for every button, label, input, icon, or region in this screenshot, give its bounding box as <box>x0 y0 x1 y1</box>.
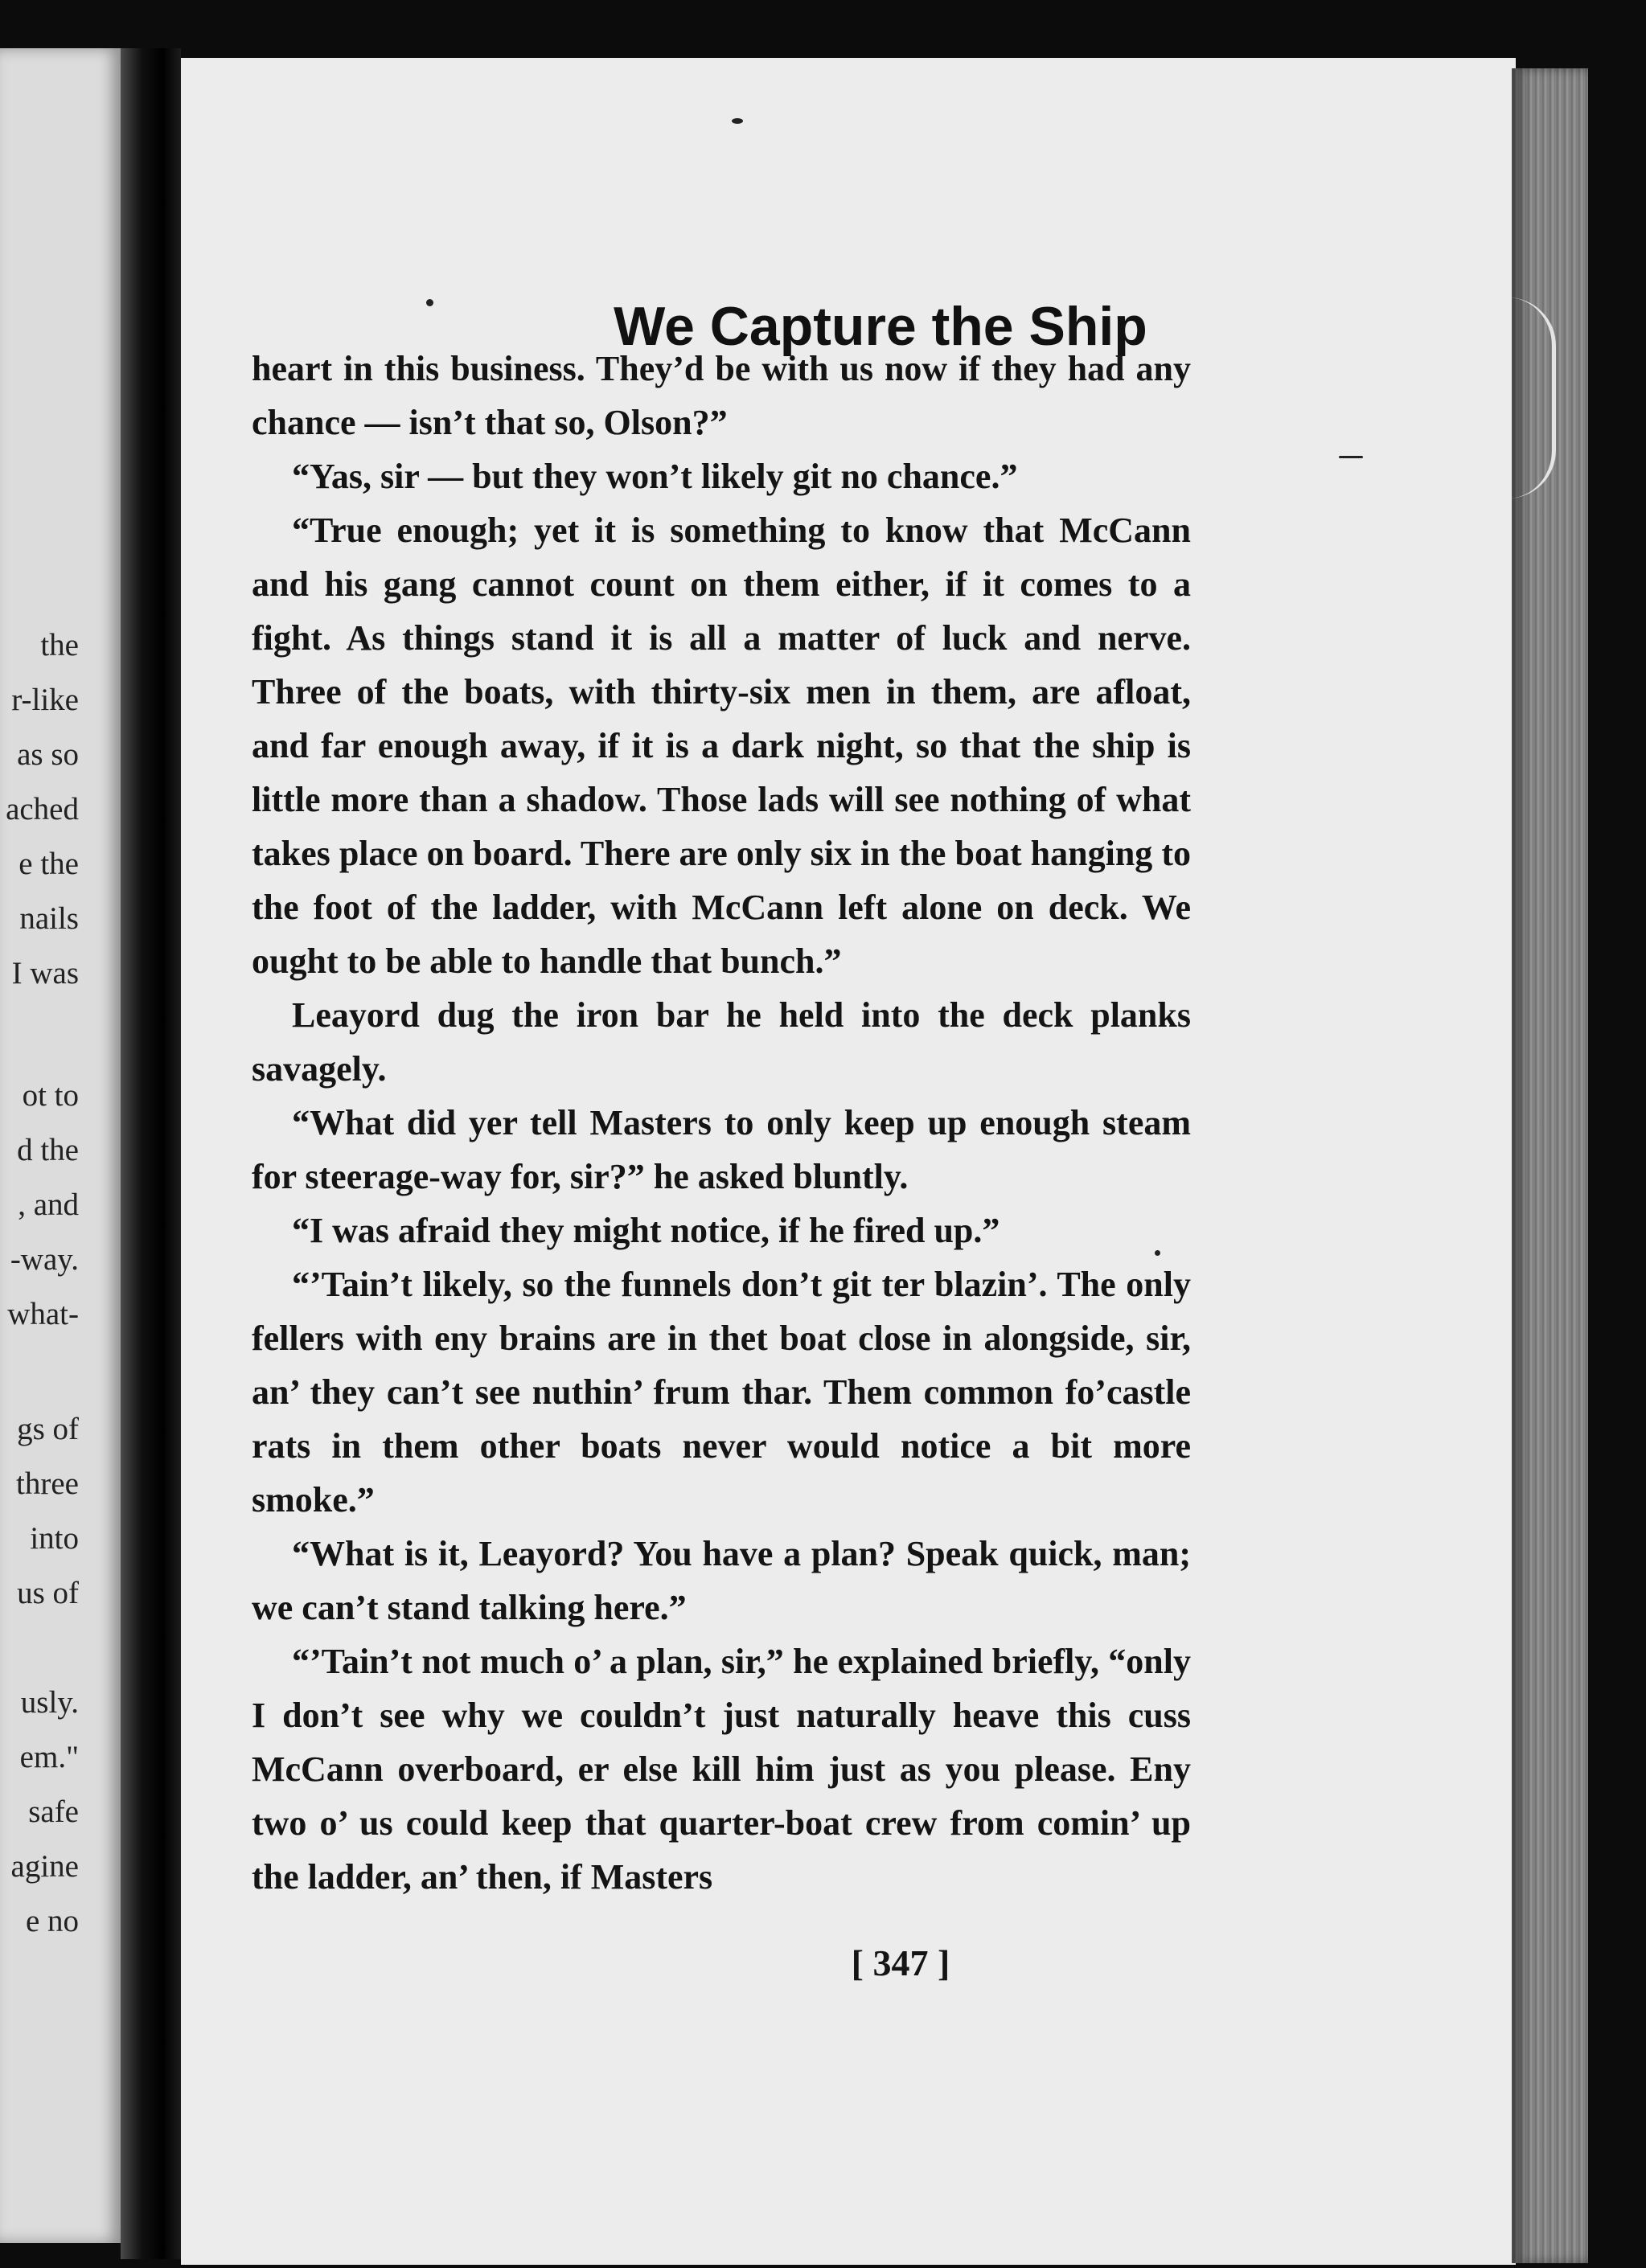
left-page-fragment: gs of <box>17 1412 79 1446</box>
left-page-fragment: ached <box>6 792 79 826</box>
left-page-fragment: agine <box>10 1849 79 1884</box>
left-page-fragment: into <box>30 1521 79 1556</box>
left-page-fragment: d the <box>17 1133 79 1167</box>
ink-speck <box>426 299 433 306</box>
running-head: We Capture the Ship <box>614 296 1147 357</box>
left-page-fragment: -way. <box>10 1242 79 1277</box>
paragraph: “True enough; yet it is something to know that McCann and his gang cannot count on them either, if it comes to a fight. As things stand it is all a matter of luck and nerve. Three of the boats, with thirty-six men in them, are afloat, and far enough away, if it is a dark night, so that the ship is little more than a shadow. Those lads will see nothing of what takes place on board. There are only six in the boat hanging to the foot of the ladder, with McCann left alone on deck. We ought to be able to handle that bunch.” <box>252 511 1191 981</box>
paragraph: heart in this business. They’d be with us now if they had any chance — isn’t that so, Olson?” <box>252 349 1191 442</box>
page-edge-highlight <box>1480 297 1556 498</box>
left-page-fragment: what- <box>7 1297 79 1331</box>
paragraph: Leayord dug the iron bar he held into the deck planks savagely. <box>252 995 1191 1089</box>
left-page-fragment: I was <box>11 956 79 990</box>
left-page-fragment: three <box>16 1466 79 1501</box>
left-page-fragment: us of <box>17 1576 79 1610</box>
page-number: [ 347 ] <box>851 1942 950 1983</box>
paragraph: “What did yer tell Masters to only keep up enough steam for steerage-way for, sir?” he asked bluntly. <box>252 1103 1191 1196</box>
paragraph: “What is it, Leayord? You have a plan? Speak quick, man; we can’t stand talking here.” <box>252 1534 1191 1627</box>
paragraph: “’Tain’t likely, so the funnels don’t git ter blazin’. The only fellers with eny brains are in thet boat close in alongside, sir, an’ they can’t see nuthin’ frum thar. Them common fo’castle rats in them other boats never would notice a bit more smoke.” <box>252 1265 1191 1520</box>
paragraph: “’Tain’t not much o’ a plan, sir,” he explained briefly, “only I don’t see why we couldn’t just naturally heave this cuss McCann overboard, er else kill him just as you please. Eny two o’ us could keep that quarter-boat crew from comin’ up the ladder, an’ then, if Masters <box>252 1642 1191 1897</box>
paragraph: “Yas, sir — but they won’t likely git no chance.” <box>292 457 1018 496</box>
left-facing-page <box>0 48 121 2243</box>
left-page-fragment: , and <box>18 1187 79 1222</box>
left-page-fragment: em." <box>19 1740 79 1774</box>
body-text <box>252 342 1191 1904</box>
ink-speck <box>732 118 743 124</box>
paragraph: “I was afraid they might notice, if he fired up.” <box>292 1211 1000 1250</box>
left-page-fragment: usly. <box>20 1685 79 1720</box>
left-page-fragment: ot to <box>22 1078 79 1113</box>
left-page-fragment: r-like <box>11 683 79 717</box>
book-gutter <box>121 48 181 2259</box>
left-page-fragment: the <box>40 628 79 662</box>
left-page-fragment: safe <box>28 1794 79 1829</box>
left-page-fragment: e no <box>25 1904 79 1938</box>
left-page-fragment: as so <box>17 737 79 772</box>
left-page-fragment: e the <box>18 847 79 881</box>
left-page-fragment: nails <box>19 901 79 936</box>
ink-speck <box>1339 456 1363 458</box>
